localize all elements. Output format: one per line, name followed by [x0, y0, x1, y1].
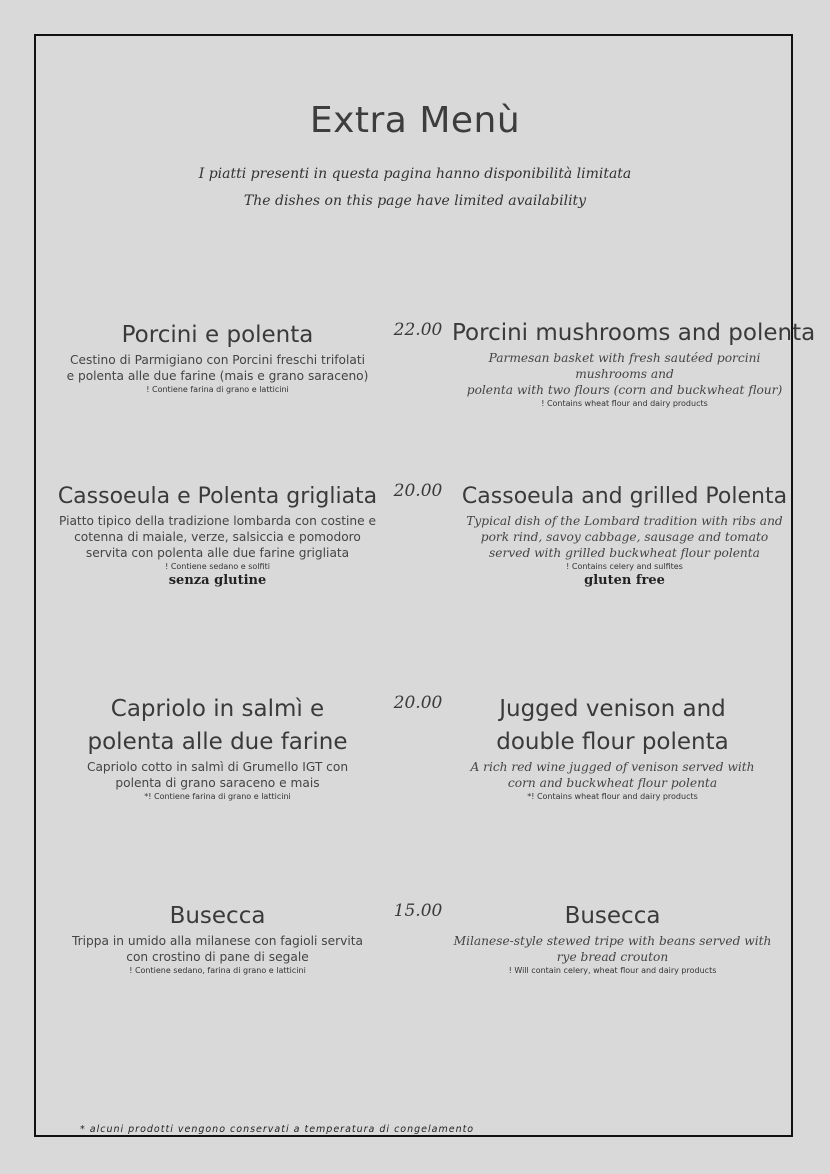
- dish-price: 15.00: [393, 901, 443, 921]
- dish-description: polenta with two flours (corn and buckwheat flour): [466, 383, 783, 397]
- subtitle-english: The dishes on this page have limited availability: [243, 193, 587, 209]
- dish-name: Busecca: [564, 903, 661, 929]
- allergen-note: ! Contiene sedano e solfiti: [165, 562, 270, 571]
- dish-description: Typical dish of the Lombard tradition with ribs and: [466, 514, 783, 528]
- dish-description: Milanese-style stewed tripe with beans served with: [453, 934, 772, 948]
- dietary-tag: gluten free: [584, 573, 665, 588]
- dish-description: cotenna di maiale, verze, salsiccia e pomodoro: [74, 530, 361, 544]
- freezing-footnote: * alcuni prodotti vengono conservati a temperatura di congelamento: [80, 1124, 475, 1135]
- dish-name: Capriolo in salmì e: [110, 696, 325, 722]
- dish-name: double flour polenta: [496, 729, 729, 755]
- dish-description: con crostino di pane di segale: [126, 950, 309, 964]
- dish-italian: [50, 319, 385, 395]
- dish-english: [440, 900, 785, 976]
- allergen-note: ! Contiene sedano, farina di grano e latticini: [129, 966, 306, 975]
- dish-english: [452, 317, 816, 409]
- dish-italian: [50, 693, 385, 802]
- dish-italian: [50, 900, 385, 976]
- dish-description: polenta di grano saraceno e mais: [115, 776, 320, 790]
- dish-description: A rich red wine jugged of venison served with: [470, 760, 755, 774]
- dish-english: [440, 693, 785, 802]
- dish-description: Parmesan basket with fresh sautéed porcini mushrooms and: [488, 351, 761, 381]
- dish-description: rye bread crouton: [556, 950, 669, 964]
- dish-name: Busecca: [169, 903, 266, 929]
- dish-price: 22.00: [393, 320, 443, 340]
- menu-title: Extra Menù: [309, 100, 521, 141]
- dish-name: Porcini e polenta: [121, 322, 314, 348]
- dish-name: Jugged venison and: [499, 696, 726, 722]
- dietary-tag: senza glutine: [168, 573, 267, 588]
- dish-price: 20.00: [393, 693, 443, 713]
- dish-italian: [50, 480, 385, 590]
- dish-description: served with grilled buckwheat flour polenta: [489, 546, 760, 560]
- dish-name: Porcini mushrooms and polenta: [452, 320, 816, 346]
- dish-description: corn and buckwheat flour polenta: [507, 776, 718, 790]
- allergen-note: *! Contains wheat flour and dairy products: [527, 792, 698, 801]
- dish-name: polenta alle due farine: [87, 729, 348, 755]
- dish-price: 20.00: [393, 481, 443, 501]
- dish-description: Cestino di Parmigiano con Porcini freschi trifolati: [70, 353, 365, 367]
- allergen-note: ! Contains wheat flour and dairy products: [541, 399, 708, 408]
- dish-description: Capriolo cotto in salmì di Grumello IGT con: [86, 760, 349, 774]
- dish-description: e polenta alle due farine (mais e grano saraceno): [66, 369, 369, 383]
- subtitle-italian: I piatti presenti in questa pagina hanno disponibilità limitata: [198, 166, 632, 182]
- allergen-note: ! Contiene farina di grano e latticini: [146, 385, 289, 394]
- dish-description: pork rind, savoy cabbage, sausage and tomato: [480, 530, 769, 544]
- dish-name: Cassoeula and grilled Polenta: [461, 484, 788, 509]
- dish-name: Cassoeula e Polenta grigliata: [57, 484, 378, 509]
- dish-description: Piatto tipico della tradizione lombarda con costine e: [58, 514, 377, 528]
- dish-description: servita con polenta alle due farine grigliata: [85, 546, 350, 560]
- allergen-note: *! Contiene farina di grano e latticini: [144, 792, 291, 801]
- dish-english: [452, 480, 797, 590]
- allergen-note: ! Contains celery and sulfites: [566, 562, 683, 571]
- allergen-note: ! Will contain celery, wheat flour and dairy products: [508, 966, 717, 975]
- dish-description: Trippa in umido alla milanese con fagioli servita: [72, 934, 363, 948]
